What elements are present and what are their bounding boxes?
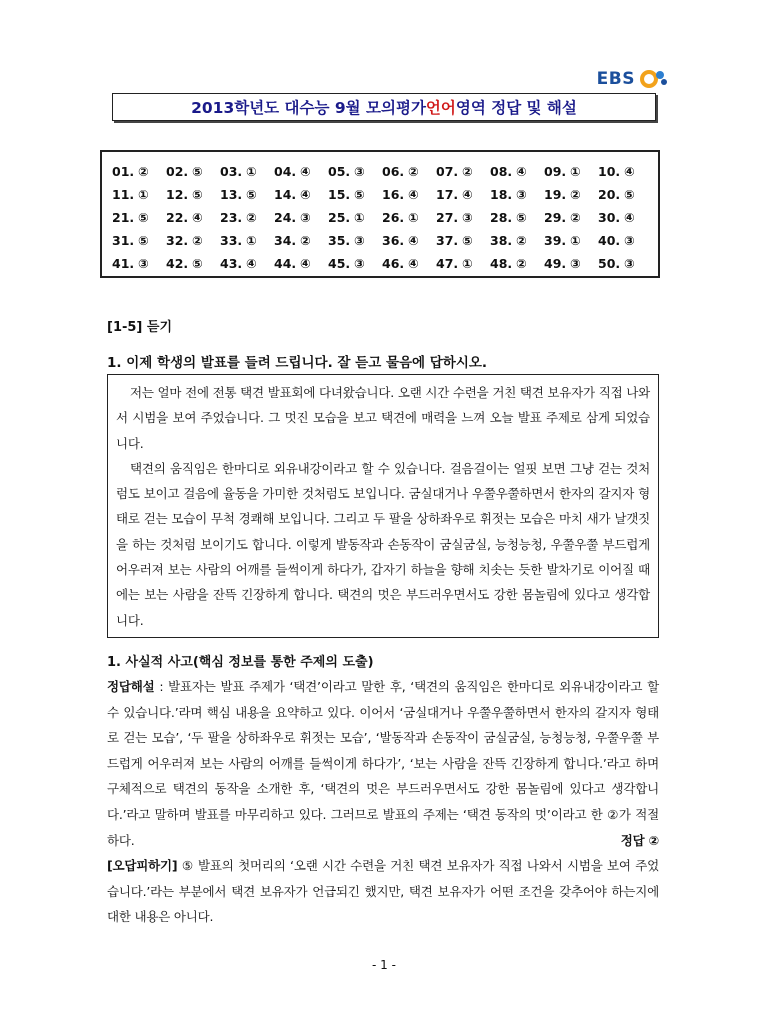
- answer-row: [112, 183, 658, 206]
- question-number: 12.: [166, 187, 189, 202]
- answer-choice: ④: [624, 210, 635, 225]
- answer-cell: [328, 187, 382, 202]
- question-number: 11.: [112, 187, 135, 202]
- answer-cell: [598, 164, 652, 179]
- question-number: 21.: [112, 210, 135, 225]
- answer-cell: [490, 210, 544, 225]
- question-number: 01.: [112, 164, 135, 179]
- question-number: 41.: [112, 256, 135, 271]
- answer-row: [112, 160, 658, 183]
- answer-cell: [598, 233, 652, 248]
- answer-cell: [220, 233, 274, 248]
- wrong-answer-note: [107, 853, 659, 930]
- section-heading: [1-5] 듣기: [107, 320, 173, 335]
- answer-choice: ⑤: [624, 187, 635, 202]
- question-number: 13.: [220, 187, 243, 202]
- question-number: 39.: [544, 233, 567, 248]
- answer-cell: [490, 233, 544, 248]
- answer-cell: [382, 187, 436, 202]
- answer-choice: ⑤: [516, 210, 527, 225]
- answer-cell: [490, 164, 544, 179]
- answer-choice: ④: [192, 210, 203, 225]
- answer-choice: ②: [138, 164, 149, 179]
- answer-choice: ④: [408, 187, 419, 202]
- answer-choice: ①: [570, 164, 581, 179]
- answer-cell: [166, 210, 220, 225]
- question-number: 34.: [274, 233, 297, 248]
- answer-cell: [166, 164, 220, 179]
- answer-choice: ②: [570, 210, 581, 225]
- answer-choice: ⑤: [192, 164, 203, 179]
- answer-choice: ⑤: [192, 187, 203, 202]
- question-number: 05.: [328, 164, 351, 179]
- answer-choice: ④: [300, 256, 311, 271]
- answer-cell: [220, 164, 274, 179]
- answer-cell: [382, 233, 436, 248]
- answer-cell: [544, 210, 598, 225]
- question-number: 18.: [490, 187, 513, 202]
- answer-cell: [274, 256, 328, 271]
- question-number: 42.: [166, 256, 189, 271]
- question-number: 15.: [328, 187, 351, 202]
- answer-choice: ①: [354, 210, 365, 225]
- document-title: [112, 93, 656, 121]
- answer-choice: ④: [246, 256, 257, 271]
- answer-choice: ②: [246, 210, 257, 225]
- answer-cell: [274, 187, 328, 202]
- question-number: 49.: [544, 256, 567, 271]
- answer-cell: [436, 164, 490, 179]
- explanation-section: [107, 652, 659, 930]
- question-number: 26.: [382, 210, 405, 225]
- question-number: 28.: [490, 210, 513, 225]
- answer-key-table: [100, 150, 660, 278]
- answer-row: [112, 252, 658, 275]
- answer-cell: [490, 256, 544, 271]
- ebs-logo-text: EBS: [596, 69, 635, 89]
- question-number: 30.: [598, 210, 621, 225]
- question-number: 24.: [274, 210, 297, 225]
- page-number: - 1 -: [372, 958, 396, 972]
- answer-choice: ①: [462, 256, 473, 271]
- answer-choice: ⑤: [462, 233, 473, 248]
- question-number: 16.: [382, 187, 405, 202]
- question-number: 06.: [382, 164, 405, 179]
- explanation-heading: 1. 사실적 사고(핵심 정보를 통한 주제의 도출): [107, 655, 374, 670]
- answer-choice: ②: [300, 233, 311, 248]
- answer-choice: ①: [246, 164, 257, 179]
- answer-cell: [490, 187, 544, 202]
- answer-cell: [112, 233, 166, 248]
- wrong-answer-text: ⑤ 발표의 첫머리의 ‘오랜 시간 수련을 거친 택견 보유자가 직접 나와서 시범을 보여 주었습니다.’라는 부분에서 택견 보유자가 언급되긴 했지만, 택견 보유자가 어떤 조건을 갖추어야 하는지에 대한 내용은 아니다.: [107, 858, 659, 925]
- answer-choice: ②: [462, 164, 473, 179]
- question-number: 04.: [274, 164, 297, 179]
- passage-paragraph: 저는 얼마 전에 전통 택견 발표회에 다녀왔습니다. 오랜 시간 수련을 거친 택견 보유자가 직접 나와서 시범을 보여 주었습니다. 그 멋진 모습을 보고 택견에 매력을 느껴 오늘 발표 주제로 삼게 되었습니다.: [116, 385, 650, 451]
- question-number: 45.: [328, 256, 351, 271]
- question-number: 23.: [220, 210, 243, 225]
- answer-choice: ⑤: [138, 233, 149, 248]
- question-number: 03.: [220, 164, 243, 179]
- answer-cell: [436, 233, 490, 248]
- answer-choice: ④: [516, 164, 527, 179]
- answer-choice: ③: [624, 233, 635, 248]
- question-number: 32.: [166, 233, 189, 248]
- question-number: 29.: [544, 210, 567, 225]
- answer-cell: [598, 187, 652, 202]
- answer-choice: ⑤: [354, 187, 365, 202]
- answer-choice: ①: [246, 233, 257, 248]
- explanation-text: : 발표자는 발표 주제가 ‘택견’이라고 말한 후, ‘택견의 움직임은 한마디로 외유내강이라고 할 수 있습니다.’라며 핵심 내용을 요약하고 있다. 이어서 ‘굼실대거나 우쭐우쭐하면서 한자의 갈지자 형태로 걷는 모습’, ‘두 팔을 상하좌우로 휘젓는 모습’, ‘발동작과 손동작이 굼실굼실, 능청능청, 우쭐우쭐 부드럽게 어우러져 보는 사람의 어깨를 들썩이게 하다가’, ‘보는 사람을 잔뜩 긴장하게 합니다.’라고 하며 구체적으로 택견의 동작을 소개한 후, ‘택견의 멋은 부드러우면서도 강한 몸놀림에 있다고 생각합니다.’라고 말하며 발표를 마무리하고 있다. 그러므로 발표의 주제는 ‘택견 동작의 멋’이라고 한 ②가 적절하다.: [107, 679, 659, 848]
- question-number: 02.: [166, 164, 189, 179]
- answer-cell: [436, 210, 490, 225]
- question-number: 31.: [112, 233, 135, 248]
- question-number: 35.: [328, 233, 351, 248]
- answer-cell: [436, 256, 490, 271]
- answer-cell: [166, 233, 220, 248]
- answer-choice: ③: [516, 187, 527, 202]
- answer-choice: ②: [192, 233, 203, 248]
- question-number: 08.: [490, 164, 513, 179]
- answer-choice: ①: [138, 187, 149, 202]
- question-number: 46.: [382, 256, 405, 271]
- answer-choice: ④: [408, 256, 419, 271]
- title-suffix: 영역 정답 및 해설: [455, 99, 577, 117]
- answer-cell: [166, 187, 220, 202]
- question-number: 37.: [436, 233, 459, 248]
- question-number: 22.: [166, 210, 189, 225]
- answer-choice: ③: [354, 256, 365, 271]
- answer-cell: [328, 210, 382, 225]
- answer-cell: [112, 256, 166, 271]
- answer-cell: [328, 256, 382, 271]
- question-number: 20.: [598, 187, 621, 202]
- question-number: 10.: [598, 164, 621, 179]
- question-number: 38.: [490, 233, 513, 248]
- answer-cell: [598, 256, 652, 271]
- answer-row: [112, 229, 658, 252]
- ebs-logo: [597, 66, 668, 92]
- question-title: 1. 이제 학생의 발표를 들려 드립니다. 잘 듣고 물음에 답하시오.: [107, 355, 488, 371]
- answer-choice: ③: [570, 256, 581, 271]
- answer-choice: ②: [516, 233, 527, 248]
- answer-cell: [328, 164, 382, 179]
- answer-cell: [112, 187, 166, 202]
- answer-row: [112, 206, 658, 229]
- question-number: 44.: [274, 256, 297, 271]
- answer-cell: [220, 210, 274, 225]
- wrong-answer-label: [오답피하기]: [107, 858, 178, 874]
- answer-choice: ③: [354, 164, 365, 179]
- question-number: 33.: [220, 233, 243, 248]
- explanation-label: 정답해설: [107, 679, 155, 694]
- question-number: 14.: [274, 187, 297, 202]
- answer-choice: ①: [570, 233, 581, 248]
- answer-choice: ②: [570, 187, 581, 202]
- answer-cell: [220, 256, 274, 271]
- question-number: 19.: [544, 187, 567, 202]
- answer-choice: ①: [408, 210, 419, 225]
- question-number: 36.: [382, 233, 405, 248]
- answer-cell: [112, 164, 166, 179]
- question-number: 25.: [328, 210, 351, 225]
- answer-choice: ④: [408, 233, 419, 248]
- explanation-body: [107, 674, 659, 853]
- correct-answer: 정답 ②: [620, 832, 659, 848]
- answer-cell: [382, 256, 436, 271]
- answer-cell: [220, 187, 274, 202]
- title-accent: 언어: [425, 99, 456, 117]
- answer-cell: [544, 256, 598, 271]
- answer-cell: [274, 164, 328, 179]
- answer-choice: ③: [300, 210, 311, 225]
- answer-choice: ④: [624, 164, 635, 179]
- question-number: 50.: [598, 256, 621, 271]
- answer-cell: [166, 256, 220, 271]
- question-number: 43.: [220, 256, 243, 271]
- answer-cell: [544, 164, 598, 179]
- ebs-logo-mark-icon: [638, 68, 668, 90]
- answer-choice: ⑤: [246, 187, 257, 202]
- question-number: 48.: [490, 256, 513, 271]
- answer-choice: ③: [624, 256, 635, 271]
- answer-choice: ④: [300, 164, 311, 179]
- title-prefix: 2013학년도 대수능 9월 모의평가: [191, 99, 426, 117]
- question-number: 40.: [598, 233, 621, 248]
- answer-cell: [544, 233, 598, 248]
- question-number: 27.: [436, 210, 459, 225]
- answer-choice: ④: [462, 187, 473, 202]
- listening-passage: [107, 374, 659, 638]
- answer-choice: ⑤: [138, 210, 149, 225]
- answer-choice: ②: [516, 256, 527, 271]
- answer-cell: [112, 210, 166, 225]
- question-number: 07.: [436, 164, 459, 179]
- answer-choice: ④: [300, 187, 311, 202]
- answer-choice: ⑤: [192, 256, 203, 271]
- answer-choice: ③: [462, 210, 473, 225]
- answer-choice: ②: [408, 164, 419, 179]
- answer-cell: [274, 210, 328, 225]
- answer-cell: [598, 210, 652, 225]
- passage-paragraph: 택견의 움직임은 한마디로 외유내강이라고 할 수 있습니다. 걸음걸이는 얼핏 보면 그냥 걷는 것처럼도 보이고 걸음에 율동을 가미한 것처럼도 보입니다. 굼실대거나 우쭐우쭐하면서 한자의 갈지자 형태로 걷는 모습이 무척 경쾌해 보입니다. 그리고 두 팔을 상하좌우로 휘젓는 모습은 마치 새가 날갯짓을 하는 것처럼 보이기도 합니다. 이렇게 발동작과 손동작이 굼실굼실, 능청능청, 우쭐우쭐 부드럽게 어우러져 보는 사람의 어깨를 들썩이게 하다가, 갑자기 하늘을 향해 치솟는 듯한 발차기로 이어질 때에는 보는 사람을 잔뜩 긴장하게 합니다. 택견의 멋은 부드러우면서도 강한 몸놀림에 있다고 생각합니다.: [116, 460, 650, 628]
- answer-cell: [328, 233, 382, 248]
- answer-cell: [274, 233, 328, 248]
- question-number: 17.: [436, 187, 459, 202]
- answer-choice: ③: [138, 256, 149, 271]
- question-number: 09.: [544, 164, 567, 179]
- answer-cell: [544, 187, 598, 202]
- answer-choice: ③: [354, 233, 365, 248]
- answer-cell: [382, 164, 436, 179]
- answer-cell: [382, 210, 436, 225]
- question-number: 47.: [436, 256, 459, 271]
- answer-cell: [436, 187, 490, 202]
